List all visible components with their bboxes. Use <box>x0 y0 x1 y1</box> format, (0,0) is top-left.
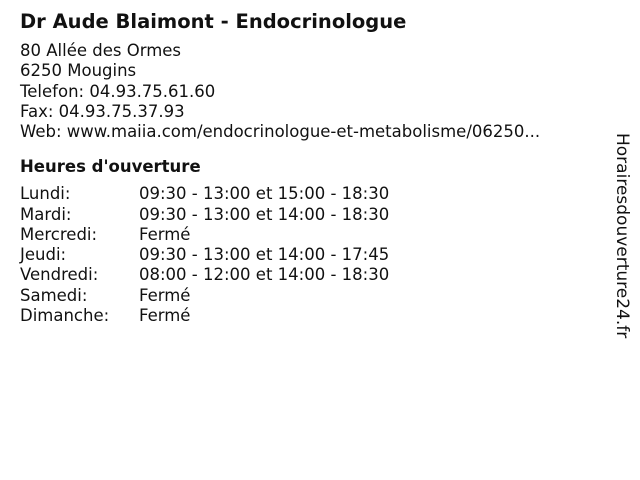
hours-row-sunday <box>20 306 600 326</box>
day-hours: Fermé <box>139 224 191 244</box>
address-line-2: 6250 Mougins <box>20 61 137 81</box>
day-hours: 09:30 - 13:00 et 14:00 - 18:30 <box>139 204 390 224</box>
day-label: Vendredi: <box>20 265 99 285</box>
business-title: Dr Aude Blaimont - Endocrinologue <box>20 10 407 33</box>
hours-row-monday <box>20 184 600 204</box>
day-label: Lundi: <box>20 184 71 204</box>
day-label: Mardi: <box>20 204 72 224</box>
web-line: Web: www.maiia.com/endocrinologue-et-metabolisme/06250... <box>20 122 541 142</box>
hours-row-saturday <box>20 286 600 306</box>
day-label: Jeudi: <box>20 245 67 265</box>
day-hours: 08:00 - 12:00 et 14:00 - 18:30 <box>139 265 390 285</box>
day-hours: Fermé <box>139 285 191 305</box>
site-watermark: Horairesdouverture24.fr <box>612 133 632 339</box>
day-hours: Fermé <box>139 305 191 325</box>
day-hours: 09:30 - 13:00 et 14:00 - 17:45 <box>139 245 390 265</box>
opening-hours-table <box>20 184 600 325</box>
day-label: Dimanche: <box>20 305 110 325</box>
hours-row-wednesday <box>20 225 600 245</box>
hours-row-friday <box>20 265 600 285</box>
business-card <box>20 9 600 326</box>
fax-line: Fax: 04.93.75.37.93 <box>20 101 185 121</box>
hours-row-tuesday <box>20 205 600 225</box>
opening-hours-heading: Heures d'ouverture <box>20 157 201 177</box>
address-line-1: 80 Allée des Ormes <box>20 41 182 60</box>
day-label: Mercredi: <box>20 224 98 244</box>
hours-row-thursday <box>20 245 600 265</box>
phone-line: Telefon: 04.93.75.61.60 <box>20 81 216 101</box>
day-label: Samedi: <box>20 285 88 305</box>
day-hours: 09:30 - 13:00 et 15:00 - 18:30 <box>139 184 390 204</box>
